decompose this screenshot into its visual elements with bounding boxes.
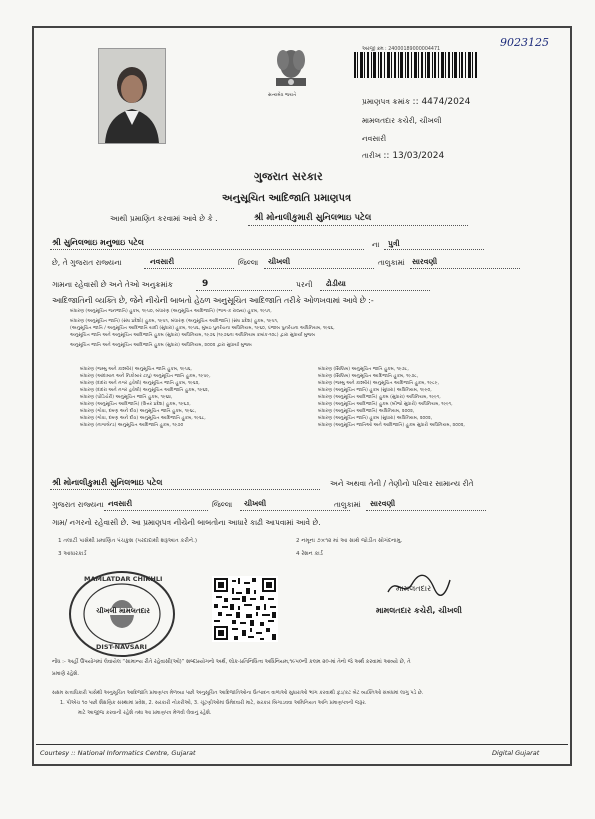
resident-text: ગામના રહેવાસી છે અને તેઓ અનુક્રમાંક [52,280,173,289]
taluka2-label: તાલુકામાં [334,500,361,509]
district2-value: નવસારી [108,499,133,508]
order-item: બંધારણ (અનુસૂચિત આદિજાતિ) (ઉત્તર પ્રદેશ) હુકમ, ૧૯૬૭, [80,402,191,407]
signature-office: મામલતદાર કચેરી, ચીખલી [376,606,462,615]
certify-text: આથી પ્રમાણિત કરવામાં આવે છે કે . [110,214,218,223]
order-item: બંધારણ (દાદરા અને નગર હવેલી) અનુસૂચિત જાતિ હુકમ, ૧૯૬૨, [80,381,200,386]
legal-line: અનુસૂચિત જાતિ અને અનુસૂચિત આદિજાતિ હુકમ (સુધારા) અધિનિયમ, ૧૯૭૬ (૧૯૭૬ના અધિનિયમ ક્રમાંક-૧૦૮) દ્વારા સુધાર્યા મુજબ [70,333,316,338]
legal-line: અનુસૂચિત જાતિ અને અનુસૂચિત આદિજાતિ હુકમ (સુધારા) અધિનિયમ, ૨૦૦૨ દ્વારા સુધાર્યા મુજબ [70,343,252,348]
signature-block [376,570,462,615]
order-item: બંધારણ (અનુસૂચિત આદિજાતિ) હુકમ (સુધારા) અધિનિયમ, ૧૯૯૧, [318,395,441,400]
village2-value: સારવણી [370,499,396,508]
order-item: બંધારણ (ગોવા, દમણ અને દીવ) અનુસૂચિત આદિજાતિ હુકમ, ૧૯૬૮, [80,416,206,421]
date-label: તારીખ [362,151,381,160]
stamp-bottom-text: DIST-NAVSARI [96,643,147,651]
courtesy-text: Courtesy :: National Informatics Centre, Gujarat [40,749,196,757]
usage-note: 1. પીએચ ૧૦ પછી શૈક્ષણિક સંસ્થામાં પ્રવેશ, 2. સરકારી નોકરીઓ, 3. ચૂંટણીઓમાં ઉમેદવારી માટે, સરકાર બિગાડવવા અમિનિયત અનિ પ્રમાણપત્રની જરૂર. [60,700,367,706]
application-number: અરજી ક્રમ : 24000189000004471 [362,47,441,52]
issuing-city: નવસારી [362,134,387,143]
tribe-statement: આદિજાતિની વ્યક્તિ છે, જેને નીચેની બાબતો હેઠળ અનુસૂચિત આદિજાતિ તરીકે ઓળખવામાં આવે છે :- [52,296,374,305]
certificate-number-label: પ્રમાણપત્ર ક્રમાંક [362,97,411,106]
basis-item: 1 તલાટી પાસેથી પ્રમાણિત પંચકુશ (પરદાદાથી શરૂઆત કરીને.) [58,538,198,544]
stamp-mid-text: ચીખલી મામલતદાર [96,607,150,615]
national-emblem-icon [266,38,316,102]
issue-date: :: 13/03/2024 [383,151,445,161]
order-item: બંધારણ (નાગાલેન્ડ) અનુસૂચિત આદિજાતિ હુકમ, ૧૯૭૦ [80,423,184,428]
state2-text: ગુજરાત રાજ્યના [52,500,104,509]
residence-note: નોંધ :- અહીં ઉપયોગમાં લેવાયેલ “સામાન્ય રીતે રહેવાસી(ઓ)” શબ્દપ્રયોગનો અર્થ, લોક-પ્રતિનિધિત્વ અધિનિયમ,૧૯૫૦ની કલમ ૨૦-માં તેનો જે અર્થ કરવામાં આવ્યો છે, તે [52,659,411,665]
district-label: જિલ્લા [238,258,259,267]
orders-right-column [318,366,465,429]
legal-acts-list [70,308,335,349]
usage-note: માટે આજીજ કરવાની રહેશે તથા આ પ્રમાણપત્ર મેળવી લેવાનું રહેશે. [78,710,212,716]
handwritten-number: 9023125 [500,36,549,49]
basis-item: 4 રેશન કાર્ડ [296,551,323,557]
father-name: શ્રી સુનિલભાઇ મનુભાઇ પટેલ [52,238,144,247]
applicant-name: શ્રી મોનાલીકુમારી સુનિલભાઇ પટેલ [254,213,372,223]
order-item: બંધારણ (અનુસૂચિત આદિજાતિ) હુકમ (બીજો સુધારો) અધિનિયમ, ૧૯૯૧, [318,402,453,407]
legal-line: બંધારણ (અનુસૂચિત જાતિ) (સંઘ પ્રદેશો) હુકમ, ૧૯૫૧, બંધારણ (અનુસૂચિત આદિજાતિ) (સંઘ પ્રદેશ) હુકમ, ૧૯૫૧, [70,319,279,324]
certificate-number-row [362,97,470,107]
usage-note: સક્ષમ સત્તાધિકારી પાસેથી અનુસૂચિત આદિજાતિ પ્રમાણપત્ર મેળવ્યા પછી અનુસૂચિત આદિજાતિઓના ઉત્પાદન વાળાઓ સુધારાઓ ભાંગ કરવાથી ફંડ/કટ બેટ વ્યક્તિઓ સંબંધમાં લાગુ પડે છે. [52,690,424,696]
district-value: નવસારી [150,257,175,266]
order-item: બંધારણ (સિક્કિમ) અનુસૂચિત જાતિ હુકમ, ૧૯૭૮, [318,367,409,372]
order-item: બંધારણ (અનુસૂચિત આદિજાતિ) અધિનિયમ, ૨૦૦૨, [318,409,415,414]
qr-code [212,576,278,642]
date-row [362,151,444,161]
residence-note-cont: પ્રમાણે રહેશે. [52,671,80,677]
family-applicant-name: શ્રી મોનાલીકુમારી સુનિલભાઇ પટેલ [52,478,163,487]
serial-number: 9 [202,279,209,289]
order-item: બંધારણ (અનુસૂચિત જાતિ) હુકમ (સુધારા) અધિનિયમ, ૧૯૯૦, [318,388,432,393]
order-item: બંધારણ (જમ્મુ અને કાશ્મીર) અનુસૂચિત જાતિ હુકમ, ૧૯૫૬, [80,367,192,372]
caste-label: પરની [296,280,313,289]
district2-label: જિલ્લા [212,500,233,509]
applicant-photo [98,48,166,144]
order-item: બંધારણ (અનુસૂચિત જાતિઓ અને આદિજાતિ) હુકમ સુધારો અધિનિયમ, ૨૦૦૨, [318,423,465,428]
relation-prefix: ના [372,240,380,249]
taluka2-value: ચીખલી [244,499,267,508]
government-title: ગુજરાત સરકાર [254,170,323,183]
caste-value: ઢોડીયા [326,279,346,288]
barcode [354,52,478,78]
state-text: છે, તે ગુજરાત રાજ્યના [52,258,122,267]
family-text: અને અથવા તેની / તેણીનો પરિવાર સામાન્ય રીતે [330,479,474,488]
emblem-caption: સત્યમેવ જયતે [268,93,297,98]
taluka-label: તાલુકામાં [378,258,405,267]
issue-basis: ગામ/ નગરનો રહેવાસી છે. આ પ્રમાણપત્ર નીચેની બાબતોના આધારે કાઢી આપવામાં આવે છે. [52,518,321,527]
stamp-top-text: MAMLATDAR CHIKHLI [84,575,163,583]
village-value: સારવણી [412,257,438,266]
relation-value: પુત્રી [388,239,400,248]
legal-line: (અનુસૂચિત જાતિ / અનુસૂચિત આદિજાતિ યાદી (સુધારા) હુકમ, ૧૯૫૬, મુંબઇ પુનર્રચના અધિનિયમ, ૧૯૬૦, પંજાબ પુનર્રચના અધિનિયમ, ૧૯૬૬, [70,326,335,331]
order-item: બંધારણ (સિક્કિમ) અનુસૂચિત આદિજાતિ હુકમ, ૧૯૭૮, [318,374,419,379]
issuing-office: મામલતદાર કચેરી, ચીખલી [362,116,442,125]
certificate-title: અનુસૂચિત આદિજાતિ પ્રમાણપત્ર [222,193,352,204]
order-item: બંધારણ (અનુસૂચિત જાતિ) હુકમ (સુધારા) અધિનિયમ, ૨૦૦૨, [318,416,433,421]
order-item: બંધારણ (પોંડિચેરી) અનુસૂચિત જાતિ હુકમ, ૧૯૬૪, [80,395,173,400]
signature-title: મામલતદાર [396,584,432,593]
order-item: બંધારણ (આંદામાન અને નિકોબાર ટાપુ) અનુસૂચિત જાતિ હુકમ, ૧૯૫૯, [80,374,211,379]
order-item: બંધારણ (ગોવા, દમણ અને દીવ) અનુસૂચિત જાતિ હુકમ, ૧૯૬૮, [80,409,197,414]
basis-item: 2 નમૂના ૭×૧૨ માં આ સાથે જોડીત સોગંદનામુ. [296,538,403,544]
legal-line: બંધારણ (અનુસૂચિત જનજાતિ) હુકમ, ૧૯૫૦, બંધારણ (અનુસૂચિત આદિજાતિ) (ભાગ-ક રાજ્ય) હુકમ, ૧૯૫૧, [70,309,272,314]
orders-left-column [80,366,211,429]
basis-item: 3 આધારકાર્ડ [58,551,87,557]
digital-gujarat-brand: Digital Gujarat [492,749,540,757]
order-item: બંધારણ (દાદરા અને નગર હવેલી) અનુસૂચિત આદિજાતિ હુકમ, ૧૯૬૨, [80,388,210,393]
taluka-value: ચીખલી [268,257,291,266]
order-item: બંધારણ (જમ્મુ અને કાશ્મીર) અનુસૂચિત આદિજાતિ હુકમ, ૧૯૮૯, [318,381,439,386]
certificate-number: :: 4474/2024 [412,97,471,107]
official-stamp [66,568,178,660]
